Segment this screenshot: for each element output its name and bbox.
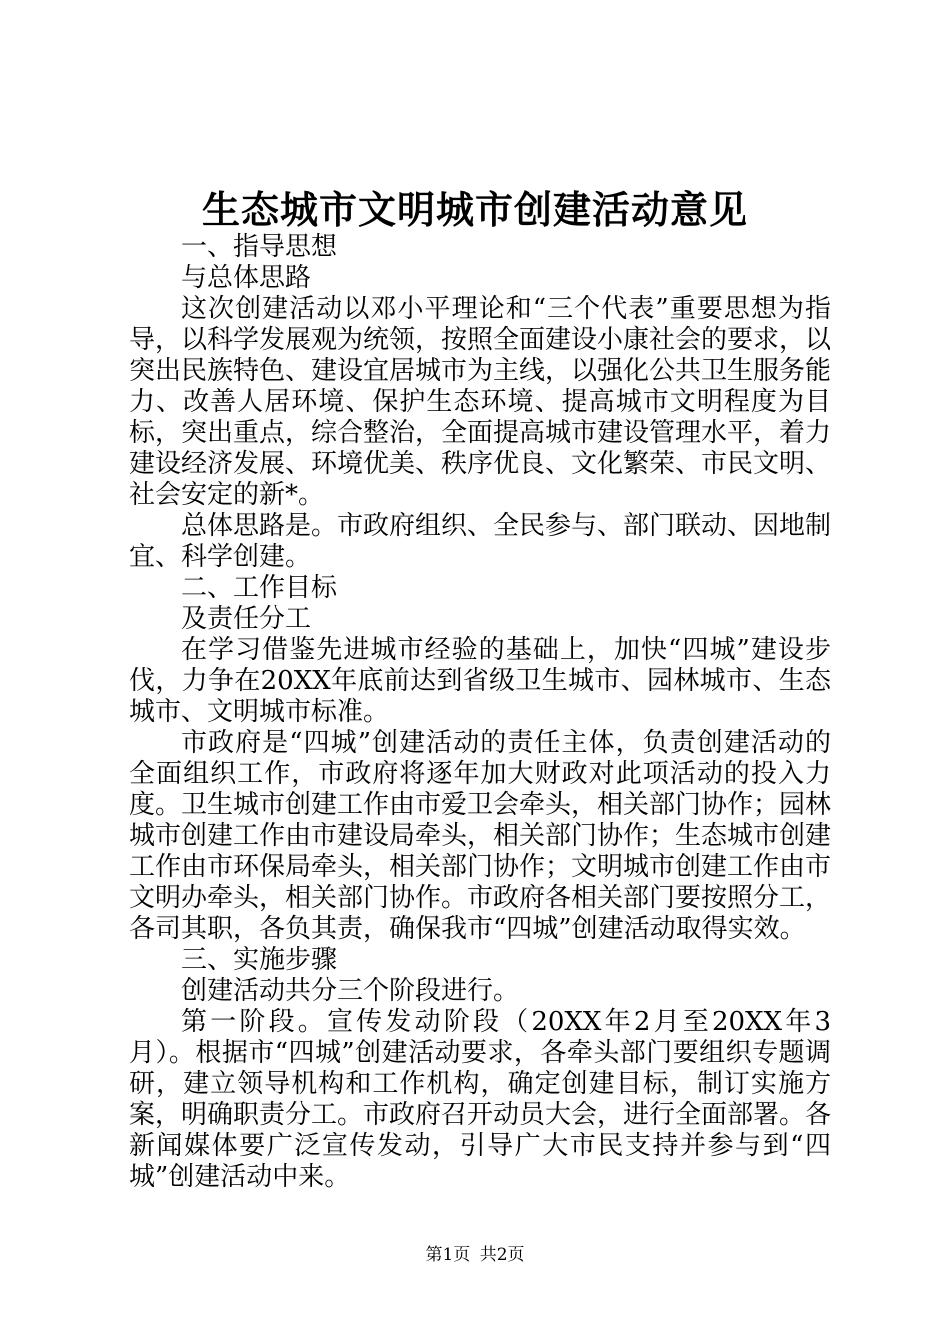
document-body [129,232,831,1193]
document-title: 生态城市文明城市创建活动意见 [201,187,748,232]
page-total: 共2页 [479,1245,525,1265]
paragraph-work-goal: 在学习借鉴先进城市经验的基础上，加快“四城”建设步伐，力争在20XX年底前达到省级卫生城市、园林城市、生态城市、文明城市标准。 [129,635,831,727]
section-heading-3: 三、实施步骤 [181,945,338,975]
section-heading-1-cont: 与总体思路 [181,263,312,293]
paragraph-stage-one: 第一阶段。宣传发动阶段（20XX年2月至20XX年3月）。根据市“四城”创建活动要求，各牵头部门要组织专题调研，建立领导机构和工作机构，确定创建目标，制订实施方案，明确职责分工。市政府召开动员大会，进行全面部署。各新闻媒体要广泛宣传发动，引导广大市民支持并参与到“四城”创建活动中来。 [129,1007,832,1192]
paragraph-guiding-thought: 这次创建活动以邓小平理论和“三个代表”重要思想为指导，以科学发展观为统领，按照全面建设小康社会的要求，以突出民族特色、建设宜居城市为主线，以强化公共卫生服务能力、改善人居环境、保护生态环境、提高城市文明程度为目标，突出重点，综合整治，全面提高城市建设管理水平，着力建设经济发展、环境优美、秩序优良、文化繁荣、市民文明、社会安定的新*。 [129,294,832,510]
paragraph-responsibility: 市政府是“四城”创建活动的责任主体，负责创建活动的全面组织工作，市政府将逐年加大财政对此项活动的投入力度。卫生城市创建工作由市爱卫会牵头，相关部门协作；园林城市创建工作由市建设局牵头，相关部门协作；生态城市创建工作由市环保局牵头，相关部门协作；文明城市创建工作由市文明办牵头，相关部门协作。市政府各相关部门要按照分工，各司其职，各负其责，确保我市“四城”创建活动取得实效。 [129,728,832,944]
section-heading-2-cont: 及责任分工 [181,604,312,634]
paragraph-overall-approach: 总体思路是。市政府组织、全民参与、部门联动、因地制宜、科学创建。 [129,511,832,572]
section-heading-2: 二、工作目标 [181,573,338,603]
section-heading-1: 一、指导思想 [181,232,338,262]
page-number: 第1页 [425,1245,471,1265]
paragraph-stages-intro: 创建活动共分三个阶段进行。 [181,976,520,1006]
page-footer [0,1243,950,1267]
